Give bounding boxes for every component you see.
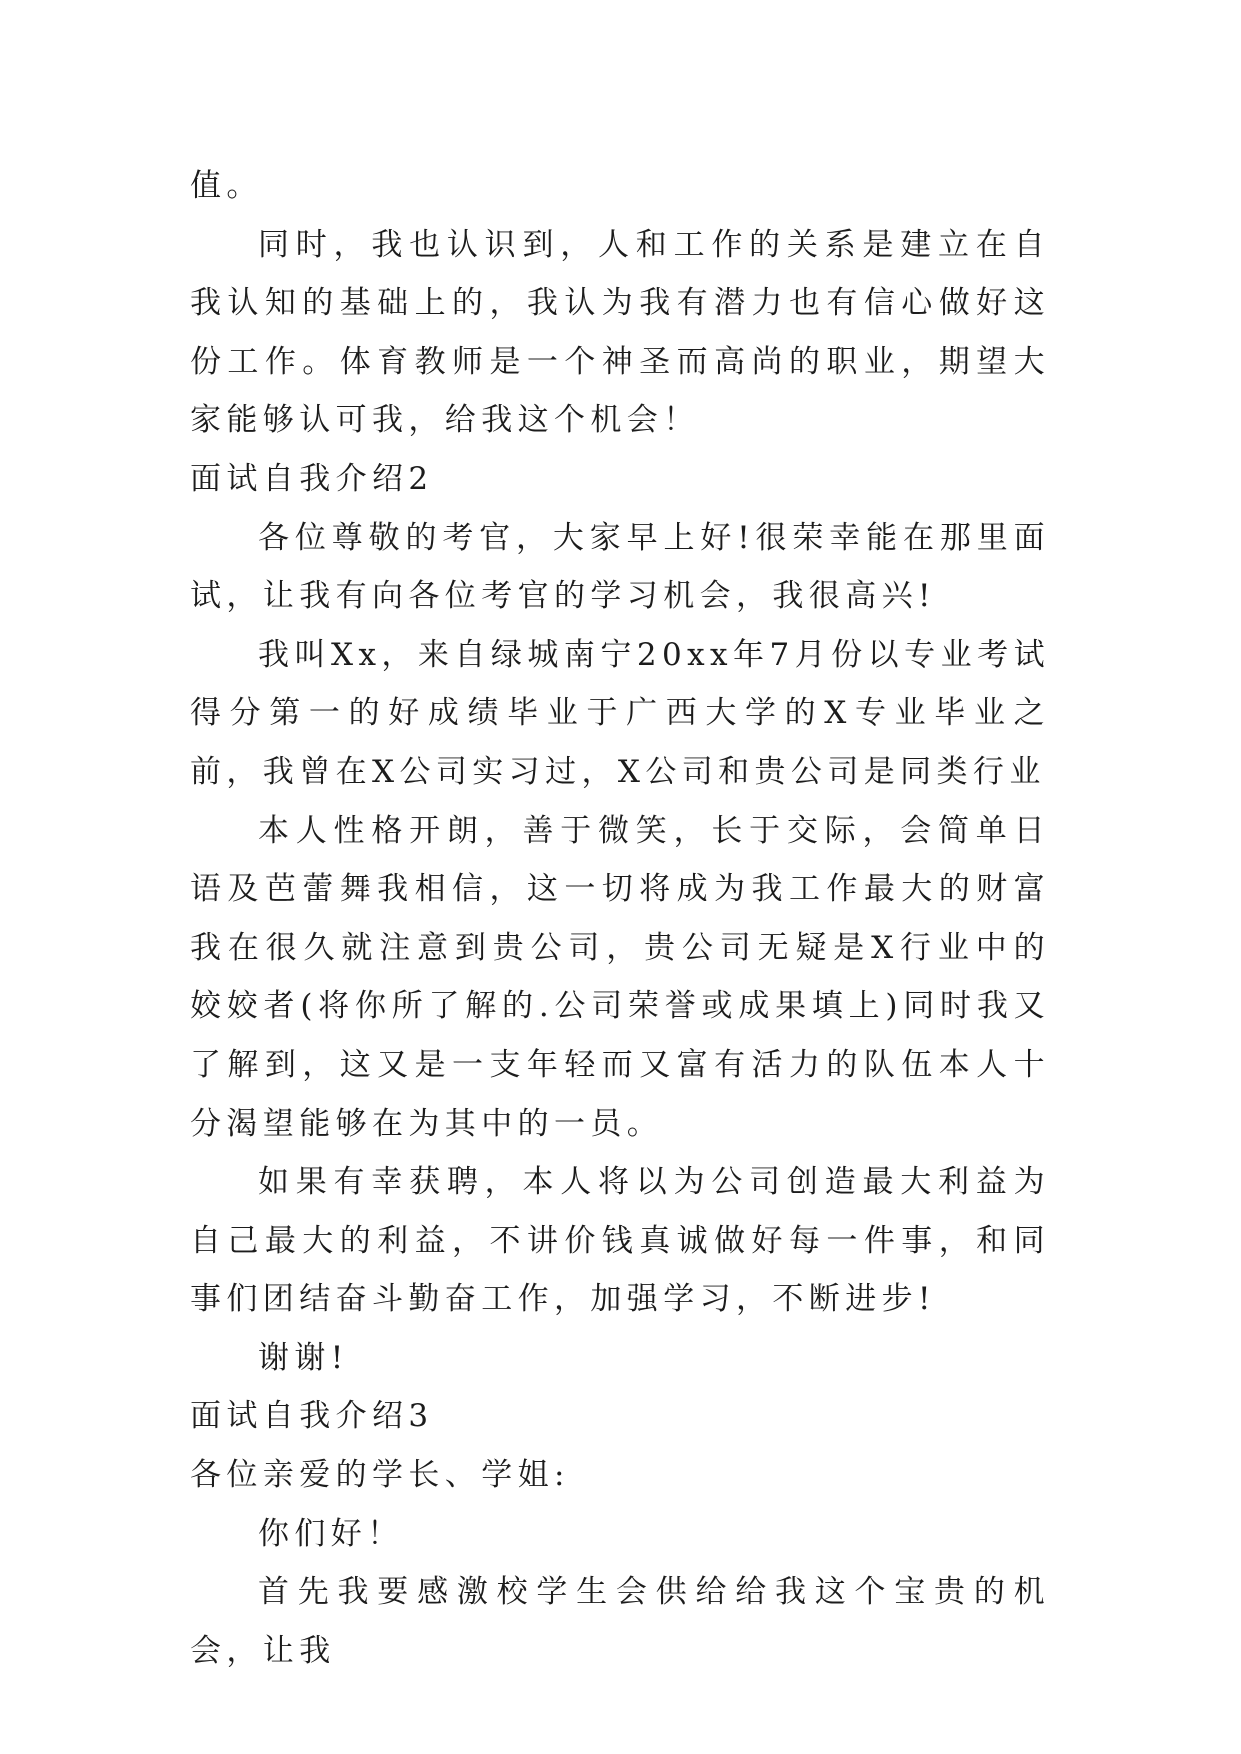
paragraph: 你们好！ [258, 1515, 404, 1552]
section-heading: 面试自我介绍3 [190, 1398, 434, 1435]
section-heading: 面试自我介绍2 [190, 460, 434, 497]
paragraph: 如果有幸获聘，本人将以为公司创造最大利益为自己最大的利益，不讲价钱真诚做好每一件事，和同事们团结奋斗勤奋工作，加强学习，不断进步! [190, 1164, 1050, 1318]
paragraph: 我叫Xx，来自绿城南宁20xx年7月份以专业考试得分第一的好成绩毕业于广西大学的X专业毕业之前，我曾在X公司实习过，X公司和贵公司是同类行业 [190, 636, 1050, 790]
document-body [190, 157, 1050, 1680]
paragraph: 同时，我也认识到，人和工作的关系是建立在自我认知的基础上的，我认为我有潜力也有信心做好这份工作。体育教师是一个神圣而高尚的职业，期望大家能够认可我，给我这个机会！ [190, 226, 1050, 439]
paragraph: 首先我要感激校学生会供给给我这个宝贵的机会，让我 [190, 1574, 1050, 1669]
salutation: 各位亲爱的学长、学姐: [190, 1457, 570, 1494]
paragraph: 谢谢! [258, 1339, 349, 1376]
paragraph-continuation: 值。 [190, 168, 263, 204]
paragraph: 本人性格开朗，善于微笑，长于交际，会简单日语及芭蕾舞我相信，这一切将成为我工作最大的财富我在很久就注意到贵公司，贵公司无疑是X行业中的姣姣者(将你所了解的.公司荣誉或成果填上)同时我又了解到，这又是一支年轻而又富有活力的队伍本人十分渴望能够在为其中的一员。 [190, 812, 1050, 1142]
paragraph: 各位尊敬的考官，大家早上好!很荣幸能在那里面试，让我有向各位考官的学习机会，我很高兴! [190, 519, 1050, 615]
